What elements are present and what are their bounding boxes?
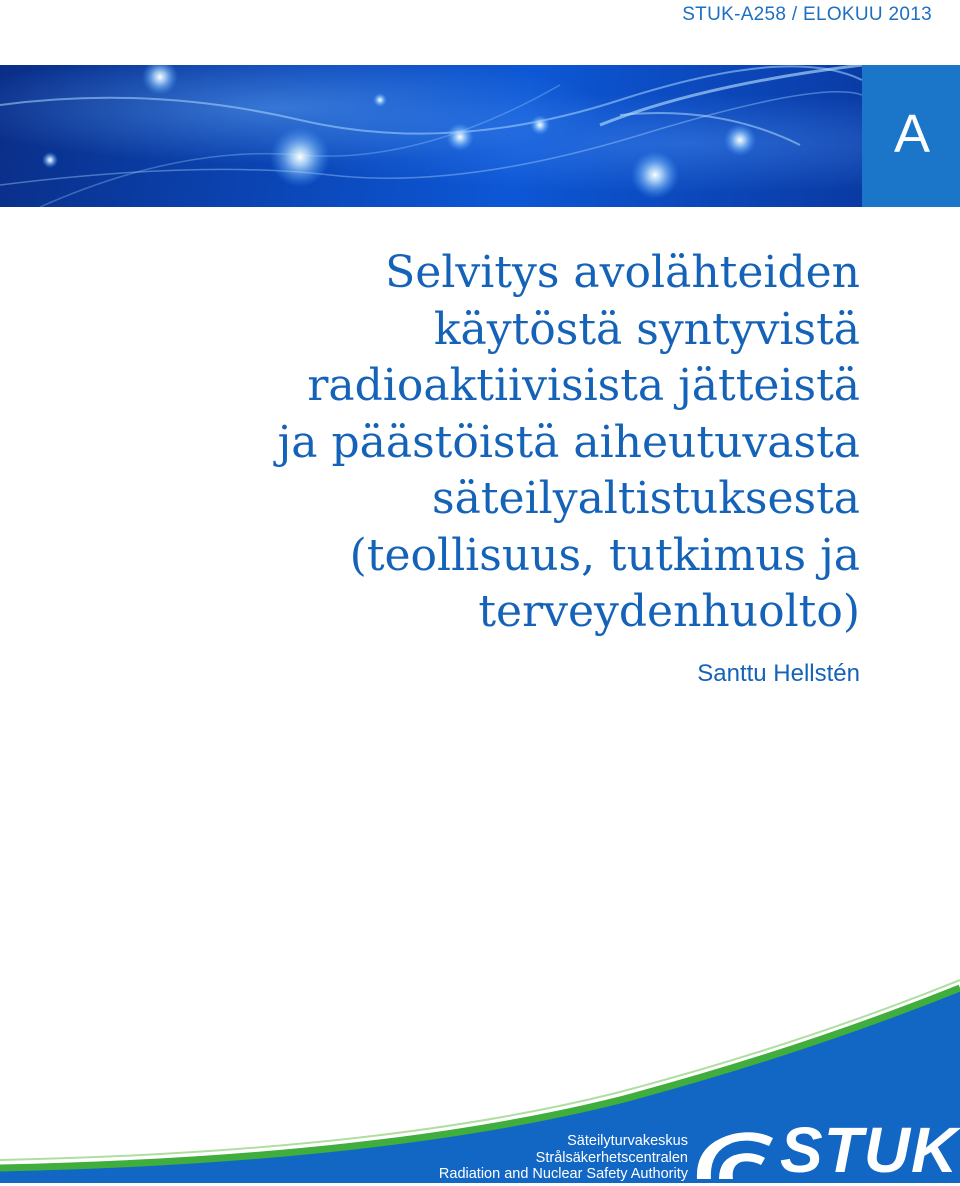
- org-name-finnish: Säteilyturvakeskus: [567, 1133, 688, 1149]
- title-line: käytöstä syntyvistä: [433, 303, 860, 355]
- light-streaks-graphic: [0, 65, 862, 207]
- org-name-swedish: Strålsäkerhetscentralen: [535, 1149, 688, 1166]
- title-line: Selvitys avolähteiden: [385, 247, 860, 298]
- series-letter: A: [893, 104, 930, 164]
- series-label: STUK-A258 / ELOKUU 2013: [682, 4, 932, 25]
- title-line: säteilyaltistuksesta: [432, 473, 860, 524]
- cover-banner-image: [0, 65, 862, 207]
- stuk-logo-text: STUK: [780, 1114, 959, 1186]
- report-title: [60, 245, 860, 641]
- author-name: Santtu Hellstén: [697, 660, 860, 687]
- title-line: (teollisuus, tutkimus ja: [349, 529, 860, 581]
- organization-names: [439, 1133, 688, 1183]
- org-name-english: Radiation and Nuclear Safety Authority: [438, 1166, 688, 1182]
- title-line: radioaktiivisista jätteistä: [307, 360, 860, 411]
- title-line: terveydenhuolto): [478, 586, 860, 637]
- series-tab: [862, 65, 960, 207]
- stuk-logo-emblem: [693, 1124, 775, 1183]
- title-line: ja päästöistä aiheutuvasta: [277, 416, 860, 468]
